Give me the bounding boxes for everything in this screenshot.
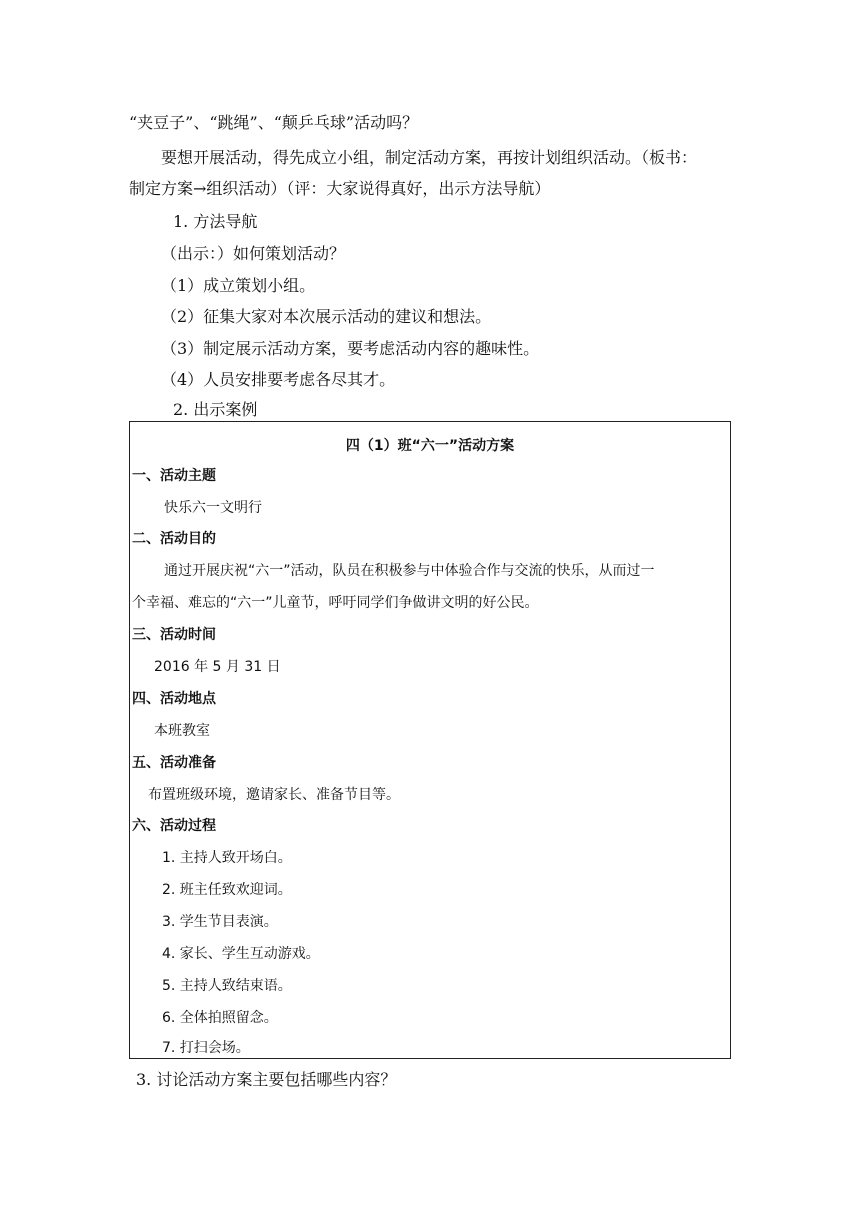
plan-step: 6. 全体拍照留念。: [162, 1010, 278, 1026]
plan-box: [129, 421, 731, 1059]
plan-purpose-line-2: 个幸福、难忘的“六一”儿童节，呼吁同学们争做讲文明的好公民。: [132, 595, 539, 611]
plan-step: 4. 家长、学生互动游戏。: [162, 946, 320, 962]
plan-heading-place: 四、活动地点: [132, 691, 216, 707]
plan-step: 5. 主持人致结束语。: [162, 978, 292, 994]
intro-line-1: “夹豆子”、“跳绳”、“颠乒乓球”活动吗？: [129, 113, 419, 132]
plan-heading-process: 六、活动过程: [132, 818, 216, 834]
plan-step: 3. 学生节目表演。: [162, 914, 278, 930]
section-2-heading: 2. 出示案例: [173, 400, 258, 419]
list-item-3: （3）制定展示活动方案，要考虑活动内容的趣味性。: [161, 339, 540, 358]
plan-heading-time: 三、活动时间: [132, 627, 216, 643]
plan-step: 7. 打扫会场。: [162, 1040, 250, 1056]
plan-purpose-line-1: 通过开展庆祝“六一”活动，队员在积极参与中体验合作与交流的快乐，从而过一: [164, 563, 655, 579]
list-item-4: （4）人员安排要考虑各尽其才。: [161, 370, 396, 389]
plan-step: 1. 主持人致开场白。: [162, 850, 292, 866]
intro-line-2a: 要想开展活动，得先成立小组，制定活动方案，再按计划组织活动。（板书：: [161, 148, 698, 167]
intro-line-2b: 制定方案→组织活动）（评：大家说得真好，出示方法导航）: [129, 179, 551, 198]
question-line: （出示：）如何策划活动？: [161, 244, 346, 263]
plan-step: 2. 班主任致欢迎词。: [162, 882, 292, 898]
list-item-2: （2）征集大家对本次展示活动的建议和想法。: [161, 307, 492, 326]
plan-prep: 布置班级环境，邀请家长、准备节目等。: [148, 787, 400, 803]
plan-date: 2016 年 5 月 31 日: [154, 659, 281, 675]
plan-title: 四（1）班“六一”活动方案: [345, 438, 515, 454]
plan-heading-prep: 五、活动准备: [132, 755, 216, 771]
plan-place: 本班教室: [154, 723, 210, 739]
plan-heading-purpose: 二、活动目的: [132, 531, 216, 547]
list-item-1: （1）成立策划小组。: [161, 276, 316, 295]
section-1-heading: 1. 方法导航: [173, 212, 258, 231]
plan-theme: 快乐六一文明行: [164, 500, 262, 516]
section-3-heading: 3. 讨论活动方案主要包括哪些内容？: [136, 1070, 397, 1089]
plan-heading-theme: 一、活动主题: [132, 468, 216, 484]
